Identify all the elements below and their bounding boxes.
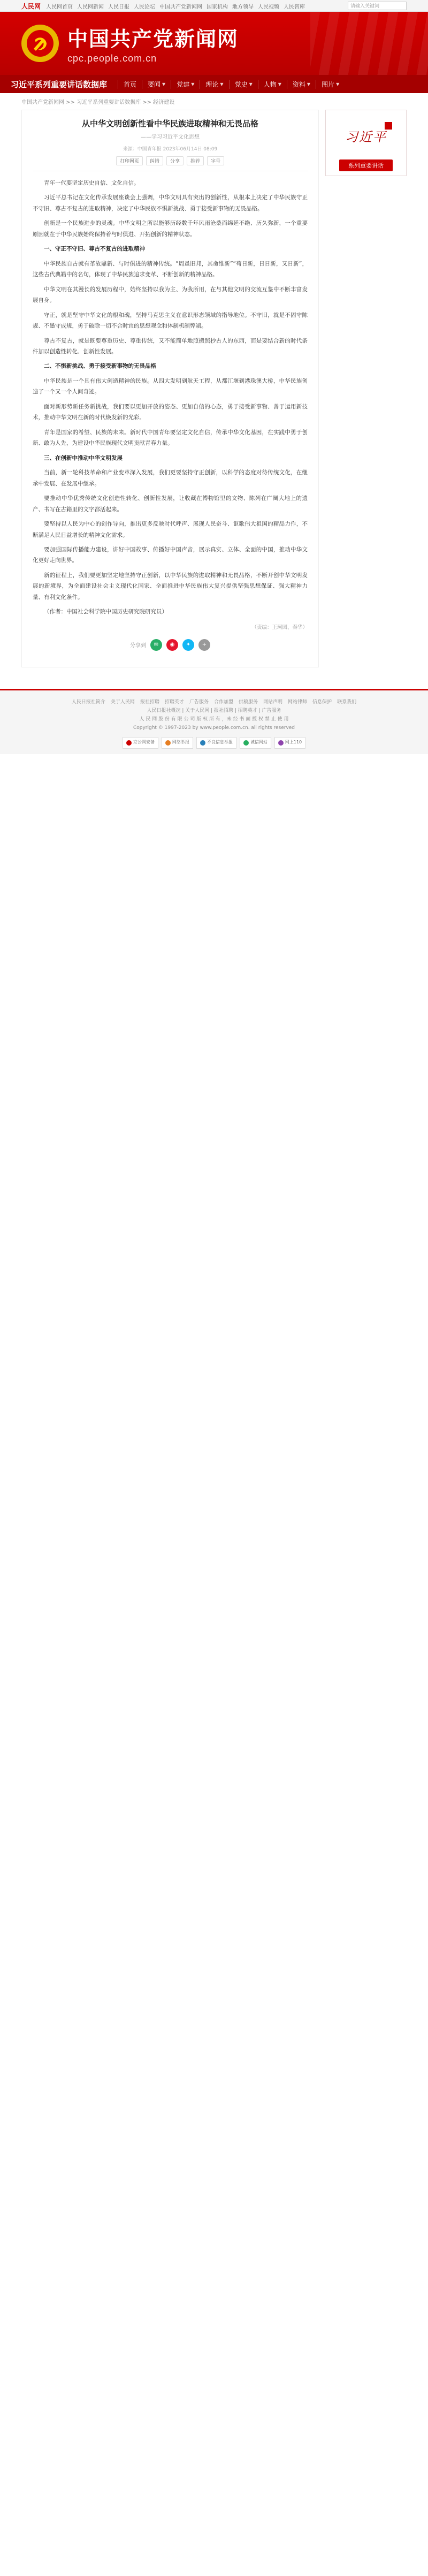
article-tool-button[interactable]: 推荐	[187, 156, 204, 165]
footer-link[interactable]: 联系我们	[337, 699, 357, 705]
footer-badge[interactable]	[196, 737, 236, 749]
wechat-share-icon[interactable]: ✉	[150, 639, 162, 651]
footer-icp: 人 民 网 股 份 有 限 公 司 版 权 所 有 ，未 经 书 面 授 权 禁 止 使 用	[139, 717, 289, 723]
nav-item[interactable]	[287, 80, 316, 89]
badge-label: 诚信网站	[250, 740, 268, 745]
site-url: cpc.people.com.cn	[67, 53, 157, 64]
paragraph: 中华民族自古就有革故鼎新、与时俱进的精神传统。“周虽旧邦，其命维新”“苟日新，日日新，又日新”，这些古代典籍中的名句，体现了中华民族追求变革、不断创新的精神品格。	[33, 260, 308, 278]
footer-badge[interactable]	[274, 737, 305, 749]
footer-link[interactable]: 合作加盟	[213, 699, 233, 705]
paragraph: （作者：中国社会科学院中国历史研究院研究员）	[44, 609, 167, 615]
paragraph: 中华民族是一个具有伟大创造精神的民族。从四大发明到航天工程，从都江堰到港珠澳大桥，中华民族创造了一个又一个人间奇迹。	[33, 377, 308, 396]
badge-icon	[126, 740, 132, 746]
article-title: 从中华文明创新性看中华民族进取精神和无畏品格	[81, 119, 258, 128]
footer	[0, 689, 428, 754]
seal-icon	[385, 122, 392, 130]
section-heading: 一、守正不守旧、尊古不复古的进取精神	[44, 246, 145, 253]
top-link[interactable]: 人民论坛	[134, 4, 156, 10]
badge-label: 网上110	[285, 740, 302, 745]
top-links	[46, 2, 342, 10]
top-link[interactable]: 人民网新闻	[77, 4, 104, 10]
badge-icon	[243, 740, 249, 746]
badge-icon	[165, 740, 171, 746]
article-tool-button[interactable]: 分享	[166, 156, 184, 165]
footer-badge[interactable]	[162, 737, 193, 749]
footer-link[interactable]: 信息保护	[312, 699, 332, 705]
badge-icon	[278, 740, 284, 746]
nav-item-label: 首页	[124, 80, 137, 88]
db-title[interactable]: 习近平系列重要讲话数据库	[11, 79, 108, 89]
paragraph: 新的征程上，我们要更加坚定地坚持守正创新，以中华民族的进取精神和无畏品格，不断开创中华文明发展的新境界，为全面建设社会主义现代化国家、全面推进中华民族伟大复兴提供坚强思想保证、强大精神力量、有利文化条件。	[33, 572, 308, 601]
site-banner	[0, 12, 428, 75]
paragraph: 要加强国际传播能力建设，讲好中国故事、传播好中国声音，展示真实、立体、全面的中国，推动中华文化更好走向世界。	[33, 546, 308, 564]
chevron-down-icon: ▼	[191, 81, 195, 87]
calligraphy-text: 习近平	[345, 129, 387, 145]
calligraphy-image	[330, 115, 402, 156]
main-content	[21, 110, 407, 667]
paragraph: 要坚持以人民为中心的创作导向，推出更多反映时代呼声、展现人民奋斗、讴歌伟大祖国的精品力作，不断满足人民日益增长的精神文化需求。	[33, 521, 308, 538]
nav-item-label: 人物	[263, 80, 277, 88]
nav-item[interactable]	[229, 80, 258, 89]
article-meta: 来源：中国青年报 2023年06月14日 08:09	[123, 146, 218, 152]
article-tools	[33, 156, 308, 165]
nav-item-label: 图片	[322, 80, 335, 88]
paragraph: 当前，新一轮科技革命和产业变革深入发展，我们更要坚持守正创新，以科学的态度对待传统文化，在继承中发展、在发展中继承。	[33, 469, 308, 487]
footer-link[interactable]: 关于人民网	[110, 699, 135, 705]
paragraph: 守正，就是坚守中华文化的根和魂，坚持马克思主义在意识形态领域的指导地位。不守旧，就是不固守陈规、不墨守成规，勇于破除一切不合时宜的思想观念和体制机制弊端。	[33, 311, 308, 330]
nav-item[interactable]	[258, 80, 287, 89]
nav-item-label: 党建	[177, 80, 190, 88]
badge-label: 京公网安备	[133, 740, 155, 745]
main-nav	[0, 75, 428, 93]
footer-links	[21, 698, 407, 706]
site-title: 中国共产党新闻网	[67, 27, 239, 51]
qq-share-icon[interactable]: ✦	[182, 639, 194, 651]
breadcrumb[interactable]: 中国共产党新闻网 >> 习近平系列重要讲话数据库 >> 经济建设	[21, 100, 175, 105]
top-link[interactable]: 人民智库	[284, 4, 305, 10]
chevron-down-icon: ▼	[249, 81, 253, 87]
footer-badge[interactable]	[123, 737, 158, 749]
top-link[interactable]: 人民视频	[258, 4, 280, 10]
paragraph: 尊古不复古，就是既要尊重历史、尊重传统，又不能简单地照搬照抄古人的东西，而是要结合新的时代条件加以创造性转化、创新性发展。	[33, 337, 308, 355]
badge-icon	[200, 740, 205, 746]
paragraph: 面对新形势新任务新挑战，我们要以更加开放的姿态、更加自信的心态，勇于接受新事物、善于运用新技术，推动中华文明在新的时代焕发新的光彩。	[33, 403, 308, 421]
footer-link[interactable]: 招聘英才	[164, 699, 184, 705]
footer-badges	[21, 737, 407, 749]
paragraph: 习近平总书记在文化传承发展座谈会上强调，中华文明具有突出的创新性，从根本上决定了中华民族守正不守旧、尊古不复古的进取精神，决定了中华民族不惧新挑战、勇于接受新事物的无畏品格。	[33, 194, 308, 212]
nav-item[interactable]	[118, 80, 142, 89]
sidebar	[325, 110, 407, 667]
footer-copyright: 人民日报社概况 | 关于人民网 | 报社招聘 | 招聘英才 | 广告服务	[147, 708, 281, 714]
paragraph: 青年是国家的希望、民族的未来。新时代中国青年要坚定文化自信，传承中华文化基因，在实践中勇于创新、敢为人先，为建设中华民族现代文明贡献青春力量。	[33, 429, 308, 447]
nav-item-label: 党史	[234, 80, 248, 88]
nav-item[interactable]	[200, 80, 228, 89]
site-brand[interactable]	[67, 22, 239, 64]
nav-item-label: 理论	[205, 80, 219, 88]
people-logo[interactable]: 人民网	[21, 2, 41, 10]
badge-label: 网络举报	[172, 740, 189, 745]
article-editor: （责编：王珂园、秦华）	[251, 624, 308, 630]
article-tool-button[interactable]: 字号	[207, 156, 224, 165]
footer-badge[interactable]	[240, 737, 271, 749]
footer-link[interactable]: 人民日报社简介	[71, 699, 105, 705]
section-heading: 二、不惧新挑战、勇于接受新事物的无畏品格	[44, 363, 156, 370]
top-link[interactable]: 人民日报	[108, 4, 130, 10]
nav-item-label: 资料	[292, 80, 305, 88]
paragraph: 中华文明在其漫长的发展历程中，始终坚持以我为主、为我所用，在与其他文明的交流互鉴中不断丰富发展自身。	[33, 286, 308, 304]
footer-link[interactable]: 网站声明	[263, 699, 283, 705]
paragraph: 创新是一个民族进步的灵魂。中华文明之所以能够历经数千年风雨沧桑而绵延不绝、历久弥新，一个重要原因就在于中华民族始终保持着与时俱进、开拓创新的精神状态。	[33, 220, 308, 238]
section-heading: 三、在创新中推动中华文明发展	[44, 454, 123, 461]
share-label: 分享到	[130, 643, 146, 649]
footer-rights: Copyright © 1997-2023 by www.people.com.cn. all rights reserved	[133, 725, 295, 731]
top-link[interactable]: 中国共产党新闻网	[159, 4, 203, 10]
chevron-down-icon: ▼	[336, 81, 340, 87]
article	[21, 110, 319, 667]
article-tool-button[interactable]: 纠错	[146, 156, 163, 165]
share-bar	[33, 639, 308, 651]
top-utility-bar	[0, 0, 428, 12]
footer-link[interactable]: 供稿服务	[239, 699, 258, 705]
party-emblem-icon[interactable]	[21, 25, 59, 62]
nav-item-label: 要闻	[148, 80, 161, 88]
chevron-down-icon: ▼	[307, 81, 311, 87]
article-body	[33, 178, 308, 618]
weibo-share-icon[interactable]: ◉	[166, 639, 178, 651]
paragraph: 要推动中华优秀传统文化创造性转化、创新性发展，让收藏在博物馆里的文物、陈列在广阔大地上的遗产、书写在古籍里的文字都活起来。	[33, 495, 308, 513]
top-link[interactable]: 地方领导	[232, 4, 254, 10]
nav-item[interactable]	[171, 80, 200, 89]
paragraph: 青年一代要坚定历史自信、文化自信。	[44, 179, 140, 186]
chevron-down-icon: ▼	[278, 81, 281, 87]
chevron-down-icon: ▼	[220, 81, 224, 87]
footer-link[interactable]: 广告服务	[189, 699, 209, 705]
top-link[interactable]: 国家机构	[207, 4, 228, 10]
chevron-down-icon: ▼	[162, 81, 166, 87]
article-subtitle: ——学习习近平文化思想	[141, 134, 200, 140]
nav-item[interactable]	[316, 80, 345, 89]
nav-items	[118, 80, 417, 89]
article-tool-button[interactable]: 打印网页	[116, 156, 143, 165]
nav-item[interactable]	[142, 80, 171, 89]
sidebar-tag-button[interactable]: 系列重要讲话	[339, 159, 393, 171]
top-link[interactable]: 人民网首页	[46, 4, 73, 10]
search-input[interactable]: 请输入关键词	[348, 2, 407, 10]
sidebar-feature[interactable]	[325, 110, 407, 176]
footer-link[interactable]: 网站律师	[288, 699, 308, 705]
footer-link[interactable]: 报社招聘	[140, 699, 159, 705]
badge-label: 不良信息举报	[207, 740, 233, 745]
more-share-icon[interactable]: +	[198, 639, 210, 651]
